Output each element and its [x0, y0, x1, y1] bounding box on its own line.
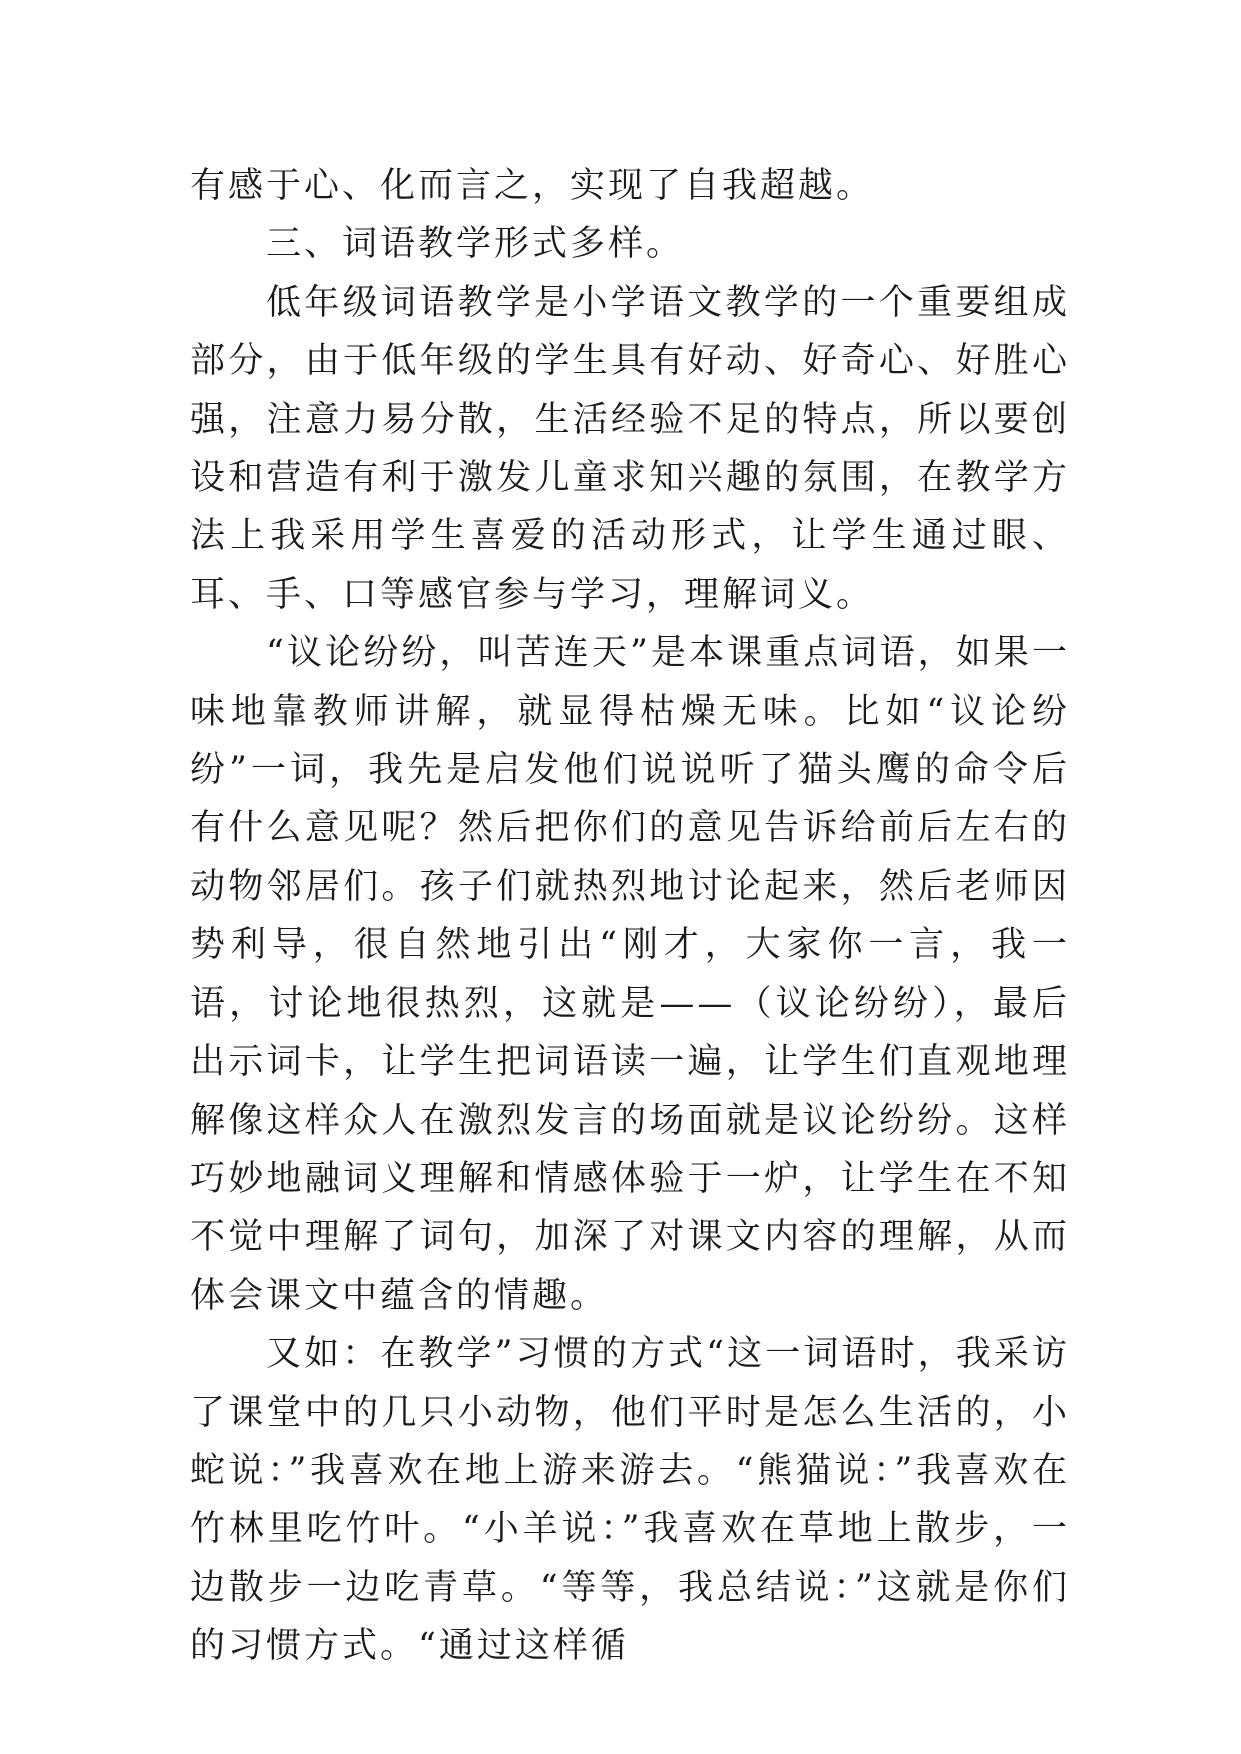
body-text [190, 157, 1070, 1676]
paragraph-intro: 低年级词语教学是小学语文教学的一个重要组成部分，由于低年级的学生具有好动、好奇心、好胜心强，注意力易分散，生活经验不足的特点，所以要创设和营造有利于激发儿童求知兴趣的氛围，在教学方法上我采用学生喜爱的活动形式，让学生通过眼、耳、手、口等感官参与学习，理解词义。 [190, 282, 1070, 615]
section-heading: 三、词语教学形式多样。 [266, 224, 685, 265]
paragraph-example-1: “议论纷纷，叫苦连天”是本课重点词语，如果一味地靠教师讲解，就显得枯燥无味。比如“议论纷纷”一词，我先是启发他们说说听了猫头鹰的命令后有什么意见呢？然后把你们的意见告诉给前后左右的动物邻居们。孩子们就热烈地讨论起来，然后老师因势利导，很自然地引出“刚才，大家你一言，我一语，讨论地很热烈，这就是——（议论纷纷），最后出示词卡，让学生把词语读一遍，让学生们直观地理解像这样众人在激烈发言的场面就是议论纷纷。这样巧妙地融词义理解和情感体验于一炉，让学生在不知不觉中理解了词句，加深了对课文内容的理解，从而体会课文中蕴含的情趣。 [190, 633, 1070, 1316]
paragraph-continuation: 有感于心、化而言之，实现了自我超越。 [190, 166, 875, 206]
paragraph-example-2: 又如：在教学”习惯的方式“这一词语时，我采访了课堂中的几只小动物，他们平时是怎么生活的，小蛇说：”我喜欢在地上游来游去。“熊猫说：”我喜欢在竹林里吃竹叶。“小羊说：”我喜欢在草地上散步，一边散步一边吃青草。“等等，我总结说：”这就是你们的习惯方式。“通过这样循 [190, 1334, 1070, 1667]
